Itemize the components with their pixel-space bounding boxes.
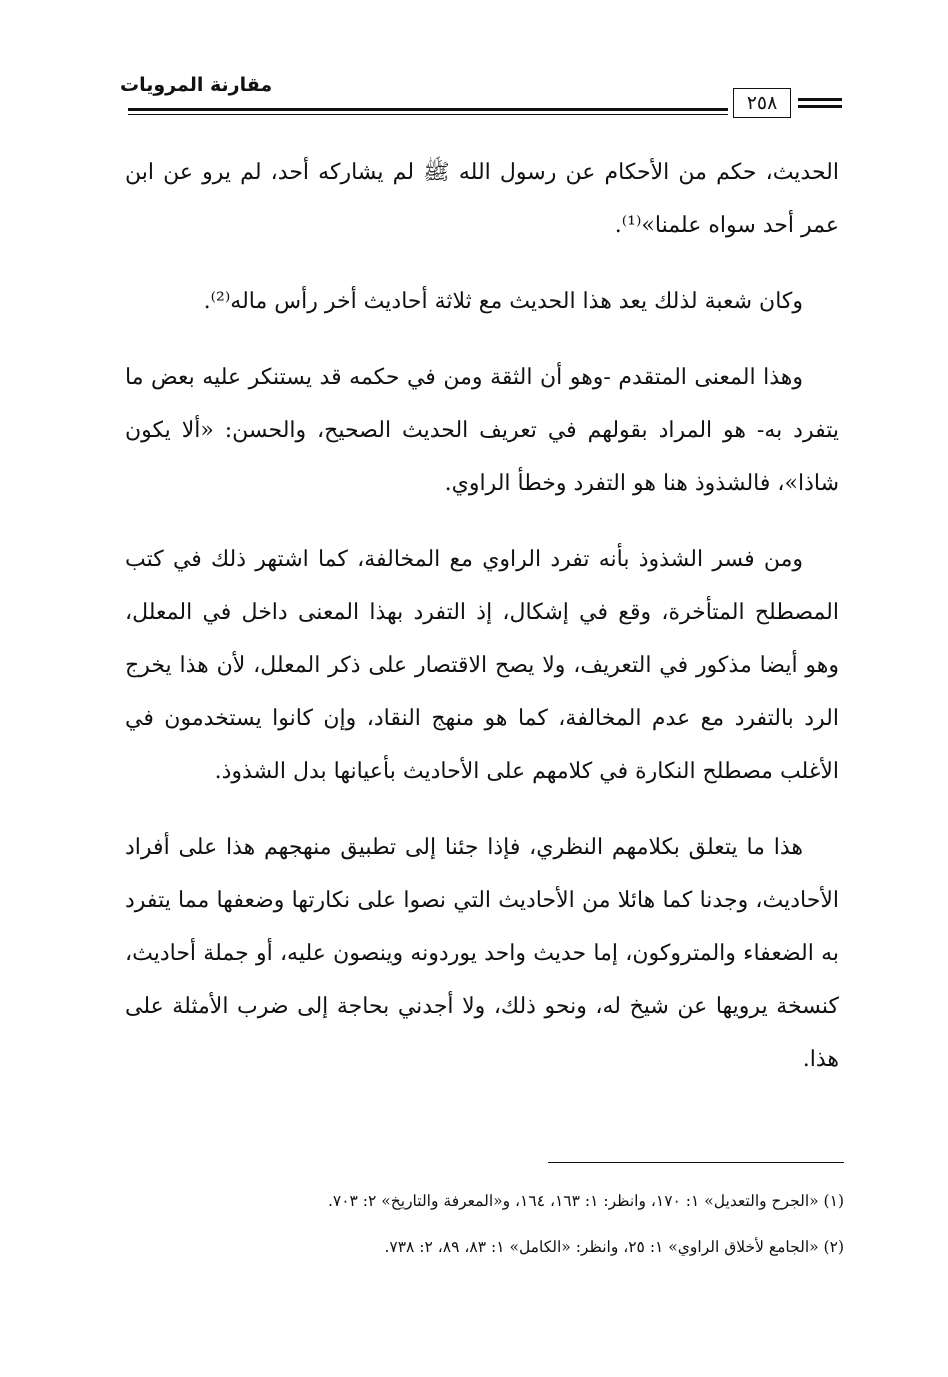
page-number: ٢٥٨ bbox=[733, 88, 791, 118]
header-rule-tail bbox=[798, 105, 842, 108]
paragraph: الحديث، حكم من الأحكام عن رسول الله ﷺ لم يشاركه أحد، لم يرو عن ابن عمر أحد سواه علمنا»⁽¹⁾. bbox=[125, 160, 839, 238]
paragraph: وهذا المعنى المتقدم -وهو أن الثقة ومن في حكمه قد يستنكر عليه بعض ما يتفرد به- هو المراد بقولهم في تعريف الحديث الصحيح، والحسن: «ألا يكون شاذا»، فالشذوذ هنا هو التفرد وخطأ الراوي. bbox=[125, 365, 839, 496]
footnotes bbox=[140, 1178, 844, 1270]
footnote-separator bbox=[548, 1162, 844, 1163]
paragraph: وكان شعبة لذلك يعد هذا الحديث مع ثلاثة أحاديث أخر رأس ماله⁽²⁾. bbox=[203, 289, 803, 314]
paragraph: هذا ما يتعلق بكلامهم النظري، فإذا جئنا إلى تطبيق منهجهم هذا على أفراد الأحاديث، وجدنا كما هائلا من الأحاديث التي نصوا على نكارتها وضعفها مما يتفرد به الضعفاء والمتروكون، إما حديث واحد يوردونه وينصون عليه، أو جملة أحاديث، كنسخة يرويها عن شيخ له، ونحو ذلك، ولا أجدني بحاجة إلى ضرب الأمثلة على هذا. bbox=[125, 835, 839, 1072]
header-rule-tail bbox=[798, 98, 842, 101]
paragraph: ومن فسر الشذوذ بأنه تفرد الراوي مع المخالفة، كما اشتهر ذلك في كتب المصطلح المتأخرة، وقع في إشكال، إذ التفرد بهذا المعنى داخل في المعلل، وهو أيضا مذكور في التعريف، ولا يصح الاقتصار على ذكر المعلل، لأن هذا يخرج الرد بالتفرد مع عدم المخالفة، كما هو منهج النقاد، وإن كانوا يستخدمون في الأغلب مصطلح النكارة في كلامهم على الأحاديث بأعيانها بدل الشذوذ. bbox=[125, 547, 839, 784]
header-rule-thick bbox=[128, 108, 728, 111]
header-rule-thin bbox=[128, 114, 728, 115]
body-text bbox=[125, 146, 839, 1109]
footnote: (١) «الجرح والتعديل» ١: ١٧٠، وانظر: ١: ١٦٣، ١٦٤، و«المعرفة والتاريخ» ٢: ٧٠٣. bbox=[327, 1192, 844, 1210]
running-title: مقارنة المرويات bbox=[120, 74, 273, 96]
footnote: (٢) «الجامع لأخلاق الراوي» ١: ٢٥، وانظر: «الكامل» ١: ٨٣، ٨٩، ٢: ٧٣٨. bbox=[384, 1238, 844, 1256]
